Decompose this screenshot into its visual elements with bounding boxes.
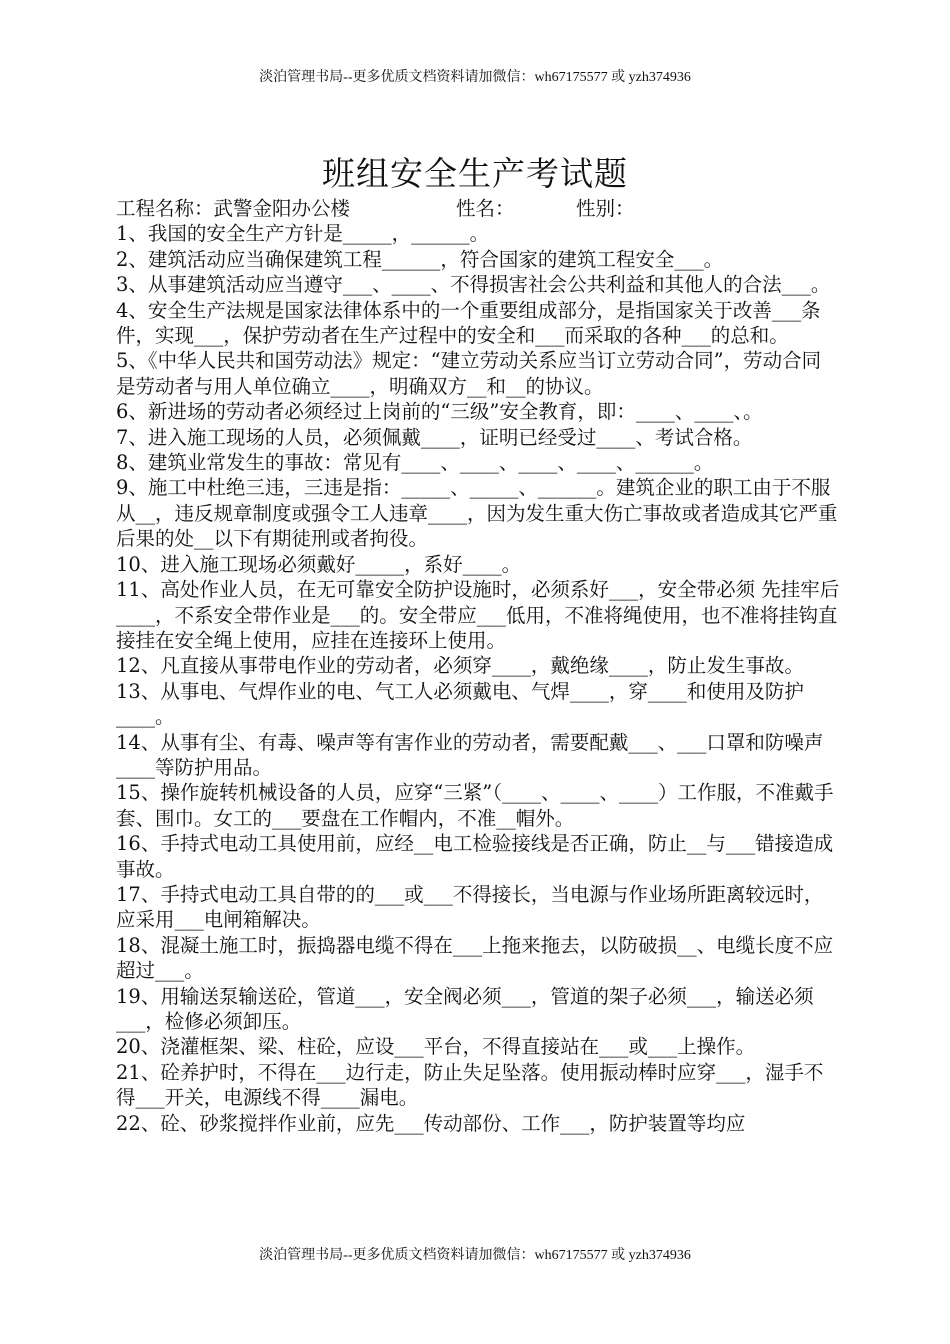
question-4: 4、安全生产法规是国家法律体系中的一个重要组成部分，是指国家关于改善___条件，实现___，保护劳动者在生产过程中的安全和___而采取的各种___的总和。 <box>116 298 821 348</box>
question-20: 20、浇灌框架、梁、柱砼，应设___平台，不得直接站在___或___上操作。 <box>116 1035 756 1059</box>
question-8: 8、建筑业常发生的事故：常见有____、____、____、____、______。 <box>116 451 714 475</box>
question-19: 19、用输送泵输送砼，管道___，安全阀必须___，管道的架子必须___，输送必须___，检修必须卸压。 <box>116 984 814 1033</box>
info-line <box>116 196 840 221</box>
question-21: 21、砼养护时，不得在___边行走，防止失足坠落。使用振动棒时应穿___，湿手不得___开关，电源线不得____漏电。 <box>116 1060 824 1110</box>
question-14: 14、从事有尘、有毒、噪声等有害作业的劳动者，需要配戴___、___口罩和防噪声____等防护用品。 <box>116 730 824 779</box>
question-13: 13、从事电、气焊作业的电、气工人必须戴电、气焊____，穿____和使用及防护____。 <box>116 679 804 729</box>
question-11: 11、高处作业人员，在无可靠安全防护设施时，必须系好___，安全带必须 先挂牢后____，不系安全带作业是___的。安全带应___低用，不准将绳使用，也不准将挂钩直接挂在安全绳上使用，应挂在连接环上使用。 <box>116 578 840 652</box>
question-16: 16、手持式电动工具使用前，应经__电工检验接线是否正确，防止__与___错接造成事故。 <box>116 832 834 881</box>
question-3: 3、从事建筑活动应当遵守___、____、不得损害社会公共利益和其他人的合法___。 <box>116 273 831 297</box>
question-5: 5、《中华人民共和国劳动法》规定：“建立劳动关系应当订立劳动合同”，劳动合同是劳动者与用人单位确立____，明确双方__和__的协议。 <box>116 349 822 398</box>
question-9: 9、施工中杜绝三违，三违是指：_____、_____、______。建筑企业的职工由于不服从__，违反规章制度或强令工人违章____，因为发生重大伤亡事故或者造成其它严重后果的处__以下有期徒刑或者拘役。 <box>116 476 838 551</box>
question-list <box>116 221 840 1136</box>
question-22: 22、砼、砂浆搅拌作业前，应先___传动部份、工作___，防护装置等均应 <box>116 1111 746 1135</box>
question-1: 1、我国的安全生产方针是_____，______。 <box>116 222 490 246</box>
question-12: 12、凡直接从事带电作业的劳动者，必须穿____，戴绝缘____，防止发生事故。 <box>116 654 804 678</box>
question-18: 18、混凝土施工时，振捣器电缆不得在___上拖来拖去，以防破损__、电缆长度不应超过___。 <box>116 933 834 983</box>
document-body <box>116 196 840 1136</box>
page-footer: 淡泊管理书局--更多优质文档资料请加微信：wh67175577 或 yzh374936 <box>259 1248 691 1263</box>
page-header: 淡泊管理书局--更多优质文档资料请加微信：wh67175577 或 yzh374936 <box>259 70 691 85</box>
document-title: 班组安全生产考试题 <box>322 154 628 193</box>
question-17: 17、手持式电动工具自带的的___或___不得接长，当电源与作业场所距离较远时，应采用___电闸箱解决。 <box>116 882 824 932</box>
question-2: 2、建筑活动应当确保建筑工程______，符合国家的建筑工程安全___。 <box>116 247 724 271</box>
question-10: 10、进入施工现场必须戴好_____，系好____。 <box>116 552 522 576</box>
gender-field: 性别： <box>576 197 635 220</box>
name-field: 性名： <box>456 197 515 220</box>
question-15: 15、操作旋转机械设备的人员，应穿“三紧”（____、____、____）工作服，不准戴手套、围巾。女工的___要盘在工作帽内，不准__帽外。 <box>116 781 834 830</box>
question-6: 6、新进场的劳动者必须经过上岗前的“三级”安全教育，即：____、____、。 <box>116 400 763 424</box>
project-name: 工程名称：武警金阳办公楼 <box>116 197 351 220</box>
question-7: 7、进入施工现场的人员，必须佩戴____，证明已经受过____、考试合格。 <box>116 425 753 449</box>
